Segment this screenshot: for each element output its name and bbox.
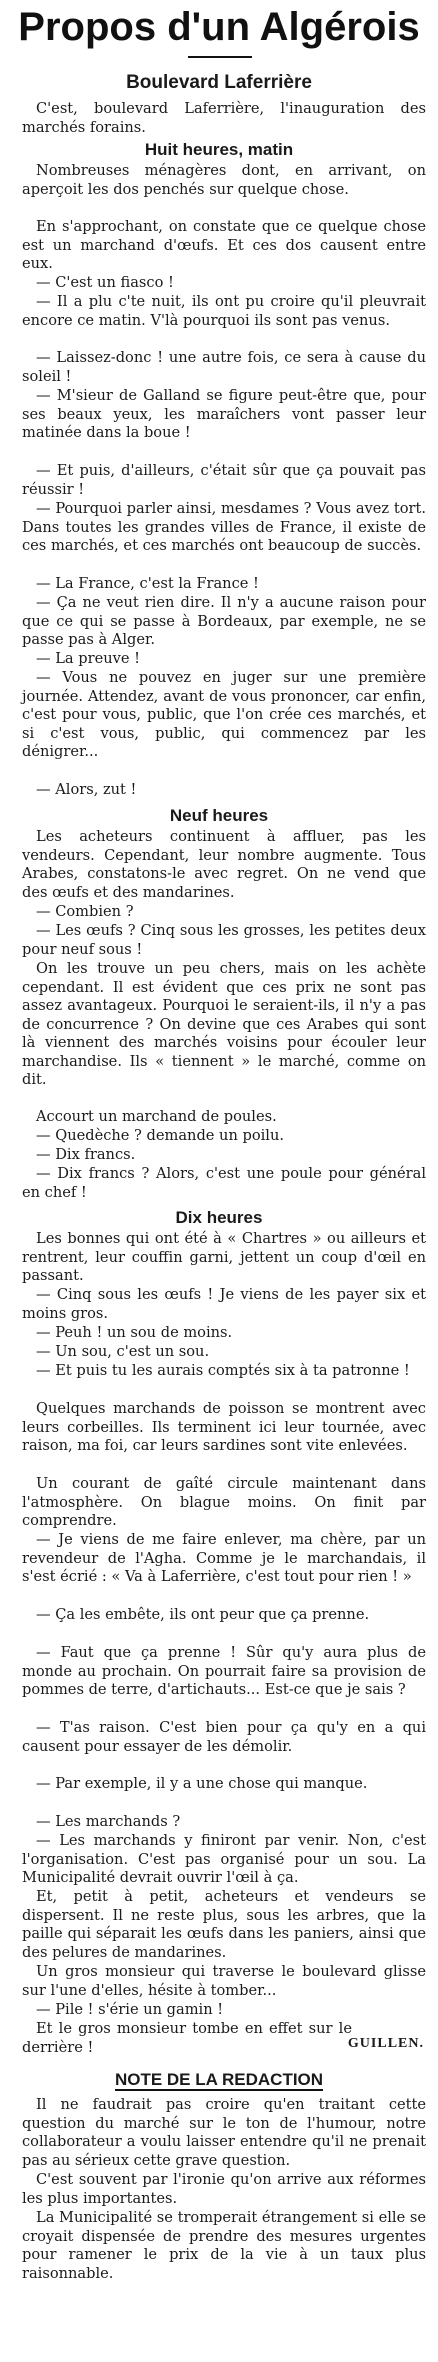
note-paragraph: C'est souvent par l'ironie qu'on arrive aux réformes les plus importantes. [22,2171,426,2207]
paragraph: Quelques marchands de poisson se montrent avec leurs corbeilles. Ils terminent ici leur tournée, avec raison, ma foi, car leurs sardines sont vite enlevées. [22,1400,426,1454]
paragraph: — Vous ne pouvez en juger sur une première journée. Attendez, avant de vous prononcer, car enfin, c'est pour vous, public, que l'on crée ces marchés, et si c'est vous, public, qui commencez par les dénigrer... [22,669,426,760]
paragraph: Nombreuses ménagères dont, en arrivant, on aperçoit les dos penchés sur quelque chose. [22,162,426,198]
paragraph: — Faut que ça prenne ! Sûr qu'y aura plus de monde au prochain. On pourrait faire sa provision de pommes de terre, d'artichauts... Est-ce que je sais ? [22,1644,426,1698]
paragraph: — Combien ? [36,903,134,920]
paragraph: — Dix francs ? Alors, c'est une poule pour général en chef ! [22,1165,426,1201]
paragraph: — Ça les embête, ils ont peur que ça prenne. [36,1606,370,1623]
paragraph: Et, petit à petit, acheteurs et vendeurs se dispersent. Il ne reste plus, sous les arbres, que la paille qui séparait les œufs dans les paniers, ainsi que des pelures de mandarines. [22,1888,426,1961]
paragraph: — Les œufs ? Cinq sous les grosses, les petites deux pour neuf sous ! [22,922,426,958]
paragraph: En s'approchant, on constate que ce quelque chose est un marchand d'œufs. Et ces dos causent entre eux. [22,218,426,272]
paragraph: — Cinq sous les œufs ! Je viens de les payer six et moins gros. [22,1286,426,1322]
paragraph: — C'est un fiasco ! [36,274,174,291]
paragraph: Les bonnes qui ont été à « Chartres » ou ailleurs et rentrent, leur couffin garni, jettent un coup d'œil en passant. [22,1230,426,1284]
paragraph: Les acheteurs continuent à affluer, pas les vendeurs. Cependant, leur nombre augmente. Tous Arabes, constatons-le avec regret. On ne vend que des œufs et des mandarines. [22,828,426,901]
note-heading: NOTE DE LA REDACTION [114,2070,324,2089]
paragraph: — Un sou, c'est un sou. [36,1343,210,1360]
paragraph: — Pile ! s'érie un gamin ! [36,2001,224,2018]
paragraph: — Ça ne veut rien dire. Il n'y a aucune raison pour que ce qui se passe à Bordeaux, par exemple, ne se passe pas à Alger. [22,594,426,648]
note-paragraph: Il ne faudrait pas croire qu'en traitant cette question du marché sur le ton de l'humour, notre collaborateur a voulu laisser entendre qu'il ne prenait pas au sérieux cette grave question. [22,2096,426,2169]
article-subtitle: Boulevard Laferrière [126,72,312,93]
paragraph: — M'sieur de Galland se figure peut-être que, pour ses beaux yeux, les maraîchers vont passer leur matinée dans la boue ! [22,387,426,441]
paragraph: — Pourquoi parler ainsi, mesdames ? Vous avez tort. Dans toutes les grandes villes de France, il existe de ces marchés, et ces marchés ont beaucoup de succès. [22,500,426,554]
paragraph: — Et puis, d'ailleurs, c'était sûr que ça pouvait pas réussir ! [22,462,426,498]
paragraph: Accourt un marchand de poules. [36,1108,277,1125]
paragraph: — Les marchands y finiront par venir. Non, c'est l'organisation. C'est pas organisé pour un sou. La Municipalité devrait ouvrir l'œil à ça. [22,1832,426,1886]
paragraph: — Laissez-donc ! une autre fois, ce sera à cause du soleil ! [22,349,426,385]
paragraph: — Je viens de me faire enlever, ma chère, par un revendeur de l'Agha. Comme je le marchandais, il s'est écrié : « Va à Laferrière, c'est tout pour rien ! » [22,1531,426,1585]
title-divider [188,56,252,58]
paragraph: Un courant de gaîté circule maintenant dans l'atmosphère. On blague moins. On finit par comprendre. [22,1475,426,1529]
section-heading: Neuf heures [169,806,269,825]
paragraph: — La preuve ! [36,650,141,667]
paragraph: Un gros monsieur qui traverse le boulevard glisse sur l'une d'elles, hésite à tomber... [22,1963,426,1999]
note-paragraph: La Municipalité se tromperait étrangement si elle se croyait dispensée de prendre des mesures urgentes pour ramener le prix de la vie à un taux plus raisonnable. [22,2209,426,2282]
paragraph: — Par exemple, il y a une chose qui manque. [36,1775,368,1792]
paragraph: — Peuh ! un sou de moins. [36,1324,233,1341]
paragraph: — Et puis tu les aurais comptés six à ta patronne ! [36,1362,410,1379]
paragraph: — Quedèche ? demande un poilu. [36,1127,284,1144]
section-heading: Huit heures, matin [144,140,294,159]
paragraph: — Dix francs. [36,1146,136,1163]
paragraph: — La France, c'est la France ! [36,575,259,592]
section-heading: Dix heures [175,1208,263,1227]
article-intro: C'est, boulevard Laferrière, l'inauguration des marchés forains. [22,100,426,136]
paragraph: — Alors, zut ! [36,781,137,798]
paragraph: — Il a plu c'te nuit, ils ont pu croire qu'il pleuvrait encore ce matin. V'là pourquoi ils sont pas venus. [22,293,426,329]
author-signature: GUILLEN. [347,2036,424,2051]
paragraph: — T'as raison. C'est bien pour ça qu'y en a qui causent pour essayer de les démolir. [22,1719,426,1755]
paragraph: Et le gros monsieur tombe en effet sur le derrière ! [22,2020,352,2056]
paragraph: — Les marchands ? [36,1813,181,1830]
article-title: Propos d'un Algérois [18,5,420,49]
paragraph: On les trouve un peu chers, mais on les achète cependant. Il est évident que ces prix ne sont pas assez avantageux. Pourquoi le seraient-ils, il n'y a pas de concurrence ? On devine que ces Arabes qui sont là viennent des marchés voisins pour écouler leur marchandise. Ils « tiennent » le marché, comme on dit. [22,960,426,1088]
